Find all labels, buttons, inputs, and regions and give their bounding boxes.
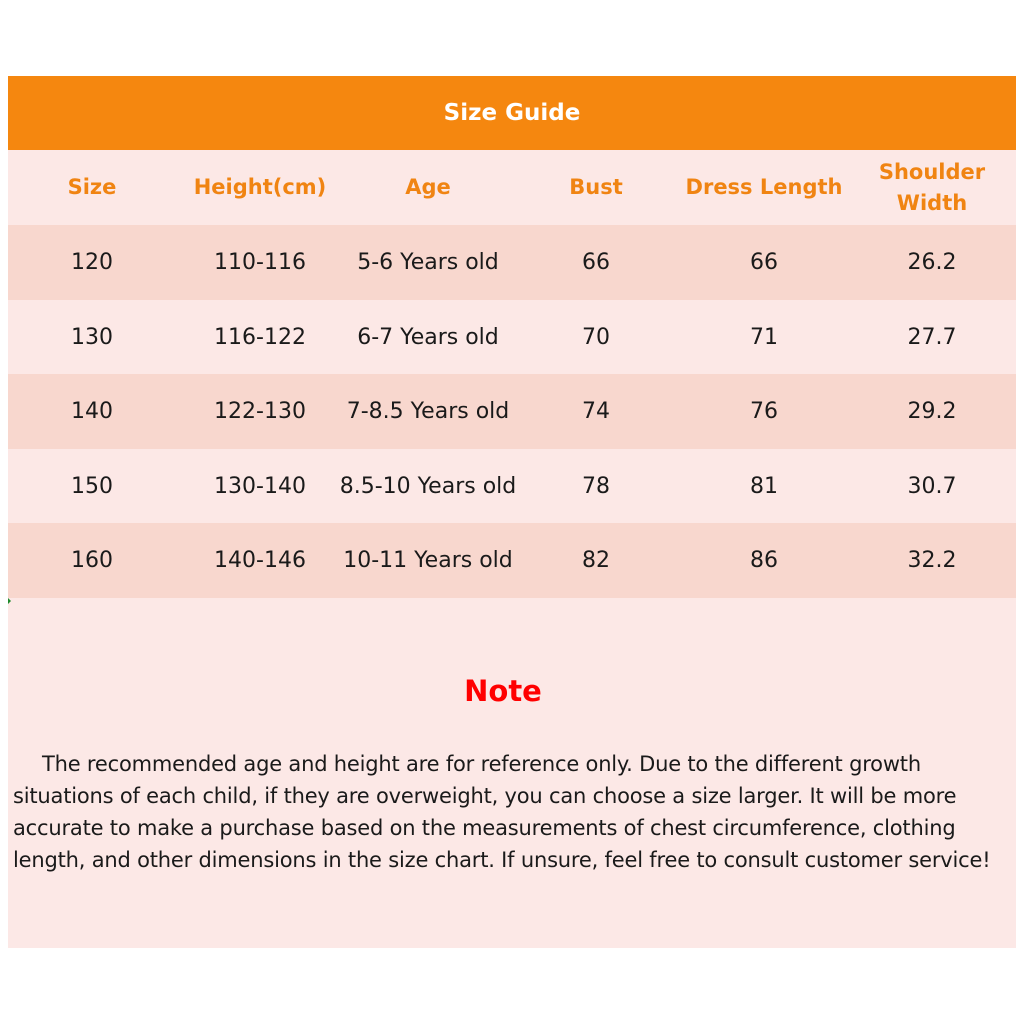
cell-size: 130: [71, 325, 113, 350]
table-header-row: [8, 150, 1016, 225]
cell-size: 150: [71, 474, 113, 499]
note-title: Note: [464, 674, 542, 708]
cell-size: 120: [71, 250, 113, 275]
table-row: [8, 523, 1016, 598]
header-height: Height(cm): [193, 175, 327, 199]
cell-height: 122-130: [214, 399, 306, 424]
cell-bust: 70: [582, 325, 610, 350]
cell-shoulder-width: 32.2: [907, 548, 957, 573]
cell-corner-marker: [8, 598, 11, 604]
cell-age: 6-7 Years old: [357, 325, 499, 350]
cell-bust: 78: [582, 474, 610, 499]
cell-age: 5-6 Years old: [357, 250, 499, 275]
header-bust: Bust: [569, 175, 623, 199]
header-age: Age: [405, 175, 451, 199]
note-text: The recommended age and height are for reference only. Due to the different growth situations of each child, if they are overweight, you can choose a size larger. It will be more accurate to make a purchase based on the measurements of chest circumference, clothing length, and other dimensions in the size chart. If unsure, feel free to consult customer service!: [13, 752, 991, 872]
cell-shoulder-width: 27.7: [907, 325, 957, 350]
cell-height: 140-146: [214, 548, 306, 573]
size-guide-panel: [8, 76, 1016, 948]
cell-bust: 66: [582, 250, 610, 275]
cell-dress-length: 76: [750, 399, 778, 424]
table-row: [8, 449, 1016, 524]
cell-shoulder-width: 29.2: [907, 399, 957, 424]
cell-age: 10-11 Years old: [343, 548, 513, 573]
cell-size: 160: [71, 548, 113, 573]
cell-dress-length: 81: [750, 474, 778, 499]
cell-dress-length: 66: [750, 250, 778, 275]
table-row: [8, 374, 1016, 449]
cell-age: 8.5-10 Years old: [339, 474, 517, 499]
cell-dress-length: 86: [750, 548, 778, 573]
cell-height: 130-140: [214, 474, 306, 499]
cell-bust: 74: [582, 399, 610, 424]
cell-shoulder-width: 30.7: [907, 474, 957, 499]
cell-height: 110-116: [214, 250, 306, 275]
cell-height: 116-122: [214, 325, 306, 350]
header-dress-length: Dress Length: [685, 175, 843, 199]
header-shoulder-width: Shoulder Width: [878, 159, 986, 215]
table-row: [8, 300, 1016, 375]
table-row: [8, 225, 1016, 300]
cell-dress-length: 71: [750, 325, 778, 350]
cell-shoulder-width: 26.2: [907, 250, 957, 275]
header-size: Size: [67, 175, 117, 199]
cell-age: 7-8.5 Years old: [346, 399, 510, 424]
cell-bust: 82: [582, 548, 610, 573]
size-guide-title: Size Guide: [8, 76, 1016, 150]
cell-size: 140: [71, 399, 113, 424]
